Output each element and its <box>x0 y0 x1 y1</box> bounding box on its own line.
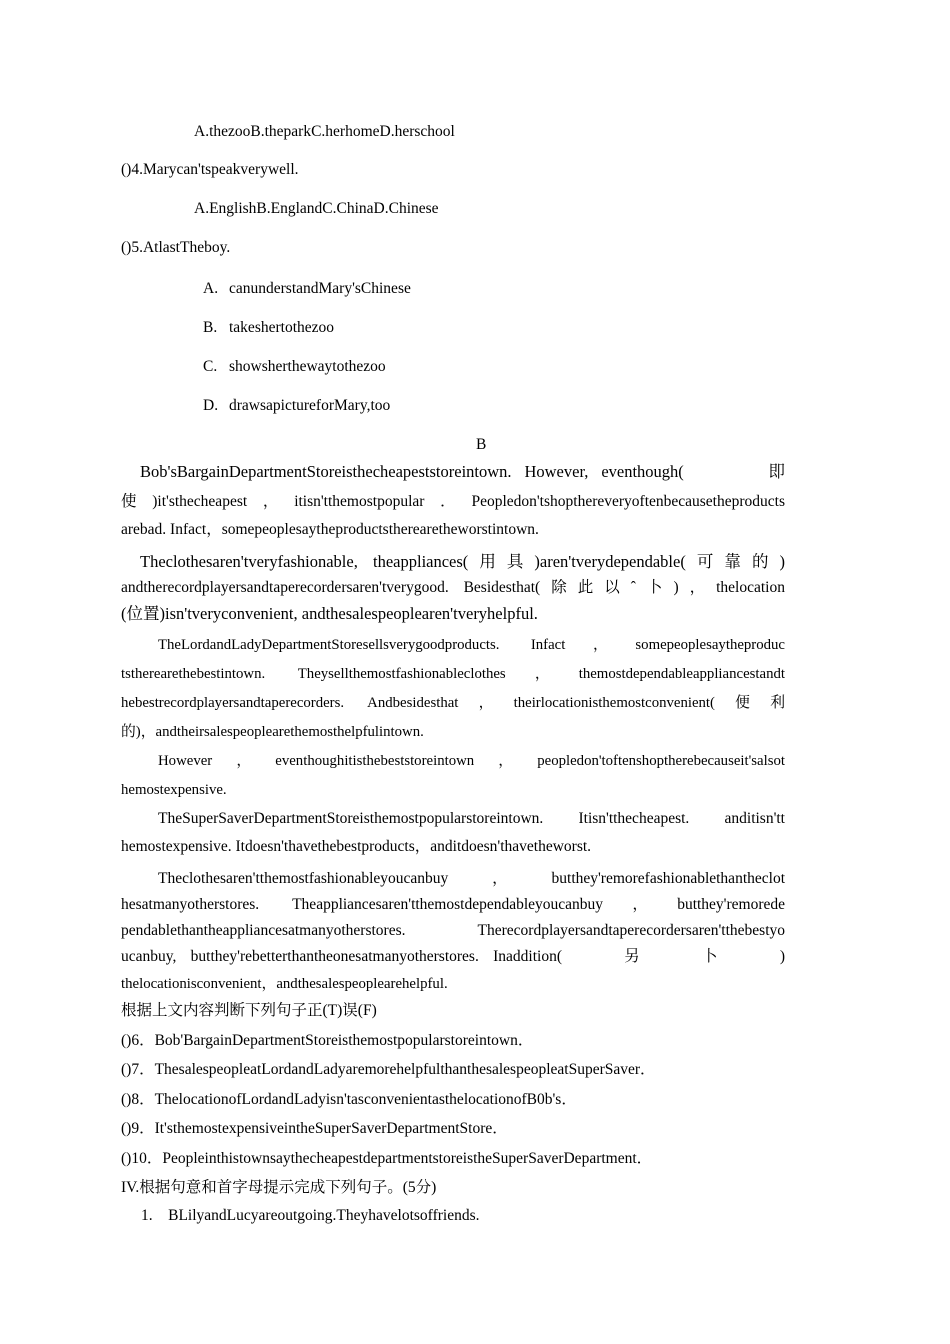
p3-line-2: tstherearethebestintown. Theysellthemostfashionableclothes，themostdependableappliancestandt <box>121 666 785 682</box>
option-text: drawsapictureforMary,too <box>229 397 391 414</box>
option-letter: A. <box>203 280 219 297</box>
option-text: takeshertothezoo <box>229 319 335 336</box>
p6-line-5: thelocationisconvenient，andthesalespeoplearehelpful. <box>121 976 448 992</box>
p6-line-2: hesatmanyotherstores. Theappliancesaren'tthemostdependableyoucanbuy，butthey'remorede <box>121 896 785 913</box>
p5-line-2: hemostexpensive. Itdoesn'thavethebestproducts，anditdoesn'thavetheworst. <box>121 838 592 855</box>
option-letter: D. <box>203 397 219 414</box>
tf-instruction: 根据上文内容判断下列句子正(T)误(F) <box>121 1002 377 1019</box>
option-letter: B. <box>203 319 218 336</box>
tf-question-10: ()10．PeopleinthistownsaythecheapestdepartmentstoreistheSuperSaverDepartment． <box>121 1150 653 1167</box>
q5-option-d <box>203 396 390 416</box>
section-b-heading: B <box>476 436 487 453</box>
p6-line-1: Theclothesaren'tthemostfashionableyoucanbuy，butthey'remorefashionablethantheclot <box>158 870 785 887</box>
section-iv-q1: 1. BLilyandLucyareoutgoing.Theyhavelotsoffriends. <box>141 1207 480 1224</box>
p3-line-3: hebestrecordplayersandtaperecorders. Andbesidesthat，theirlocationisthemostconvenient(便利 <box>121 695 785 711</box>
q5-option-a <box>203 279 411 299</box>
p2-line-2: andtherecordplayersandtaperecordersaren'tverygood. Besidesthat(除此以ˆ卜)，thelocation <box>121 579 785 596</box>
p1-line-3: arebad. Infact，somepeoplesaytheproductstherearetheworstintown. <box>121 521 539 538</box>
section-iv-heading: IV.根据句意和首字母提示完成下列句子。(5分) <box>121 1179 437 1196</box>
tf-question-9: ()9．It'sthemostexpensiveintheSuperSaverDepartmentStore． <box>121 1120 508 1137</box>
p6-line-4: ucanbuy, butthey'rebetterthantheonesatmanyotherstores. Inaddition( 另 卜 ) <box>121 948 785 965</box>
p5-line-1: TheSuperSaverDepartmentStoreisthemostpopularstoreintown. Itisn'tthecheapest. anditisn'tt <box>158 810 785 827</box>
p4-line-2: hemostexpensive. <box>121 782 227 798</box>
tf-question-8: ()8．ThelocationofLordandLadyisn'tasconvenientasthelocationofB0b's． <box>121 1091 577 1108</box>
q5-option-c <box>203 357 386 377</box>
option-letter: C. <box>203 358 218 375</box>
question-5: ()5.AtlastTheboy. <box>121 239 231 256</box>
p4-line-1: However，eventhoughitisthebeststoreintown，peopledon'toftenshoptherebecauseit'salsot <box>158 753 785 769</box>
p2-line-1: Theclothesaren'tveryfashionable, theappliances(用具)aren'tverydependable(可靠的) <box>140 552 785 571</box>
q5-option-b <box>203 318 334 338</box>
p1-line-2: 使)it'sthecheapest，itisn'tthemostpopular．Peopledon'tshopthereveryoftenbecausetheproducts <box>121 493 785 510</box>
p6-line-3: pendablethantheappliancesatmanyotherstores. Therecordplayersandtaperecordersaren'tthebestyo <box>121 922 785 939</box>
tf-question-6: ()6．Bob'BargainDepartmentStoreisthemostpopularstoreintown． <box>121 1032 534 1049</box>
p2-line-3: (位置)isn'tveryconvenient, andthesalespeoplearen'tveryhelpful. <box>121 604 538 623</box>
option-text: canunderstandMary'sChinese <box>229 280 411 297</box>
q3-options: A.thezooB.theparkC.herhomeD.herschool <box>194 123 455 140</box>
p3-line-4: 的)，andtheirsalespeoplearethemosthelpfulintown. <box>121 724 424 740</box>
p3-line-1: TheLordandLadyDepartmentStoresellsverygoodproducts. Infact，somepeoplesaytheproduc <box>158 637 785 653</box>
option-text: showsherthewaytothezoo <box>229 358 386 375</box>
tf-question-7: ()7．ThesalespeopleatLordandLadyaremorehelpfulthanthesalespeopleatSuperSaver． <box>121 1061 656 1078</box>
question-4: ()4.Marycan'tspeakverywell. <box>121 161 299 178</box>
q4-options: A.EnglishB.EnglandC.ChinaD.Chinese <box>194 200 439 217</box>
p1-line-1: Bob'sBargainDepartmentStoreisthecheapeststoreintown. However, eventhough( 即 <box>140 462 785 481</box>
